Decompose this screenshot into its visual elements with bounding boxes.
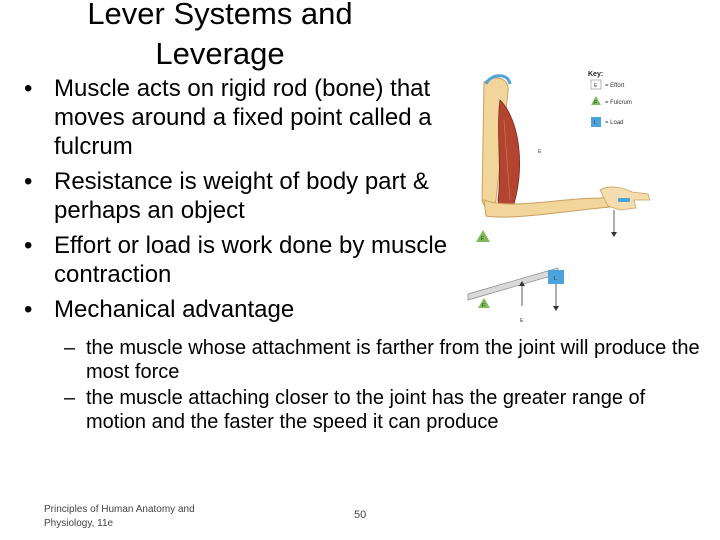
- load-arrowhead-icon: [611, 232, 617, 237]
- bullet-text: Muscle acts on rigid rod (bone) that moves around a fixed point called a fulcrum: [54, 75, 432, 160]
- arm-fulcrum-label: F: [481, 236, 485, 242]
- sub-bullet-list: [64, 336, 704, 436]
- lever-load-arrowhead-icon: [553, 306, 559, 311]
- bullet-item: [22, 167, 462, 225]
- key-fulcrum-label: = Fulcrum: [605, 100, 632, 106]
- sub-bullet-item: [64, 386, 704, 434]
- page-number: 50: [354, 509, 367, 521]
- bullet-item: [22, 295, 462, 324]
- sub-bullet-text: the muscle attaching closer to the joint has the greater range of motion and the faster the speed it can produce: [86, 387, 646, 433]
- sub-bullet-text: the muscle whose attachment is farther from the joint will produce the most force: [86, 337, 700, 383]
- biceps-muscle: [498, 100, 520, 212]
- dash-icon: –: [64, 387, 76, 409]
- lever-rod: [468, 268, 558, 300]
- lever-effort-label: E: [520, 318, 524, 324]
- bullet-dot-icon: •: [24, 75, 33, 102]
- lever-fulcrum-label: F: [482, 303, 486, 309]
- lever-arm-figure: [450, 60, 680, 332]
- key-fulcrum-symbol: F: [594, 100, 598, 106]
- footer-source: Principles of Human Anatomy and Physiology, 11e: [44, 504, 195, 529]
- key-load-label: = Load: [605, 120, 624, 126]
- arm-effort-label: E: [538, 149, 542, 155]
- bullet-text: Resistance is weight of body part & perhaps an object: [54, 168, 429, 224]
- slide-title: Lever Systems and Leverage: [87, 0, 353, 71]
- bullet-text: Mechanical advantage: [54, 296, 295, 323]
- bullet-list: [22, 74, 462, 330]
- hand-load-marker: [618, 198, 630, 202]
- bullet-item: [22, 231, 462, 289]
- dash-icon: –: [64, 337, 76, 359]
- key-load-symbol: L: [594, 120, 597, 126]
- bullet-text: Effort or load is work done by muscle contraction: [54, 232, 448, 288]
- bullet-dot-icon: •: [24, 296, 33, 323]
- lever-load-label: L: [554, 276, 557, 282]
- key-title: Key:: [588, 71, 604, 78]
- key-effort-symbol: E: [594, 83, 598, 89]
- bullet-item: [22, 74, 462, 161]
- arm-lever-illustration: [450, 60, 680, 332]
- bullet-dot-icon: •: [24, 168, 33, 195]
- key-effort-label: = Effort: [605, 83, 625, 89]
- sub-bullet-item: [64, 336, 704, 384]
- bullet-dot-icon: •: [24, 232, 33, 259]
